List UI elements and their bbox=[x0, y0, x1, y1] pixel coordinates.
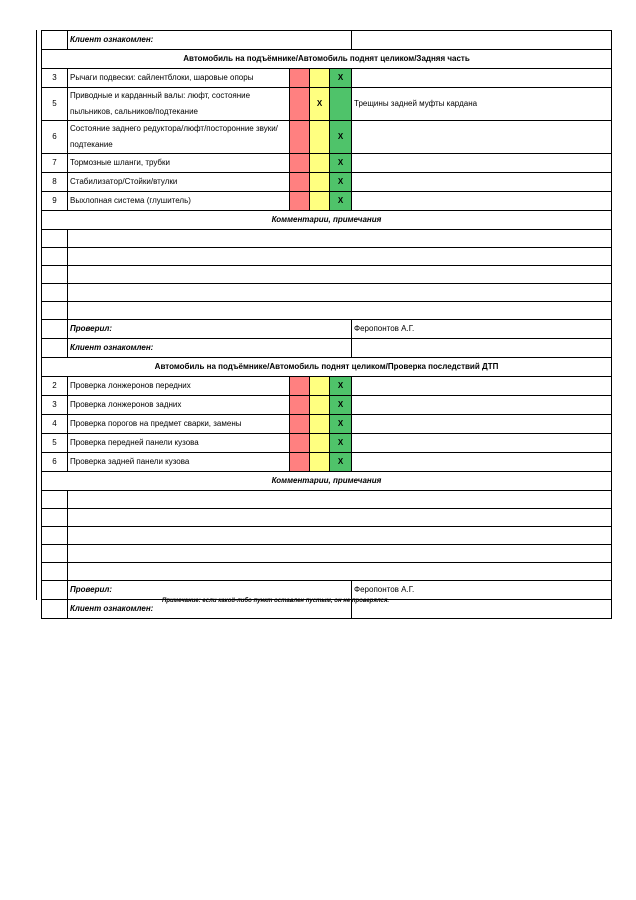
status-yellow-cell[interactable]: X bbox=[310, 88, 330, 121]
item-number: 2 bbox=[42, 377, 68, 396]
item-note bbox=[352, 377, 612, 396]
comment-field[interactable] bbox=[68, 302, 612, 320]
status-red-cell[interactable] bbox=[290, 434, 310, 453]
status-yellow-cell[interactable] bbox=[310, 69, 330, 88]
comment-row bbox=[42, 509, 612, 527]
checklist-row bbox=[42, 396, 612, 415]
status-red-cell[interactable] bbox=[290, 377, 310, 396]
comment-num-cell bbox=[42, 509, 68, 527]
comment-field[interactable] bbox=[68, 545, 612, 563]
comment-row bbox=[42, 266, 612, 284]
checked-by-row bbox=[42, 320, 612, 339]
comment-field[interactable] bbox=[68, 284, 612, 302]
status-red-cell[interactable] bbox=[290, 88, 310, 121]
comment-field[interactable] bbox=[68, 527, 612, 545]
item-number: 4 bbox=[42, 415, 68, 434]
status-green-cell[interactable]: X bbox=[330, 396, 352, 415]
comments-title: Комментарии, примечания bbox=[42, 472, 612, 491]
item-note bbox=[352, 453, 612, 472]
comment-row bbox=[42, 284, 612, 302]
comment-row bbox=[42, 491, 612, 509]
checked-by-value: Феропонтов А.Г. bbox=[352, 320, 612, 339]
comment-num-cell bbox=[42, 266, 68, 284]
item-note bbox=[352, 154, 612, 173]
item-number: 8 bbox=[42, 173, 68, 192]
status-green-cell[interactable]: X bbox=[330, 173, 352, 192]
item-number: 7 bbox=[42, 154, 68, 173]
comment-field[interactable] bbox=[68, 248, 612, 266]
item-name: Состояние заднего редуктора/люфт/посторонние звуки/подтекание bbox=[68, 121, 290, 154]
top-client-row bbox=[42, 31, 612, 50]
footnote: Примечание: если какой-либо пункт оставлен пустым, он не проверялся. bbox=[162, 598, 390, 604]
row-num-cell bbox=[42, 339, 68, 358]
item-note bbox=[352, 434, 612, 453]
status-green-cell[interactable]: X bbox=[330, 154, 352, 173]
checked-by-label: Проверил: bbox=[68, 581, 352, 600]
comment-row bbox=[42, 230, 612, 248]
status-yellow-cell[interactable] bbox=[310, 121, 330, 154]
checklist-row bbox=[42, 154, 612, 173]
client-label: Клиент ознакомлен: bbox=[68, 600, 352, 619]
item-name: Проверка передней панели кузова bbox=[68, 434, 290, 453]
client-label: Клиент ознакомлен: bbox=[68, 31, 352, 50]
checked-by-value: Феропонтов А.Г. bbox=[352, 581, 612, 600]
comment-field[interactable] bbox=[68, 230, 612, 248]
item-number: 5 bbox=[42, 88, 68, 121]
comments-title: Комментарии, примечания bbox=[42, 211, 612, 230]
client-signature-cell bbox=[352, 600, 612, 619]
item-number: 6 bbox=[42, 121, 68, 154]
item-name: Рычаги подвески: сайлентблоки, шаровые опоры bbox=[68, 69, 290, 88]
checklist-row bbox=[42, 415, 612, 434]
item-name: Тормозные шланги, трубки bbox=[68, 154, 290, 173]
comment-num-cell bbox=[42, 302, 68, 320]
item-name: Приводные и карданный валы: люфт, состояние пыльников, сальников/подтекание bbox=[68, 88, 290, 121]
status-green-cell[interactable]: X bbox=[330, 121, 352, 154]
status-yellow-cell[interactable] bbox=[310, 192, 330, 211]
item-name: Проверка задней панели кузова bbox=[68, 453, 290, 472]
comment-num-cell bbox=[42, 248, 68, 266]
status-red-cell[interactable] bbox=[290, 453, 310, 472]
comment-row bbox=[42, 248, 612, 266]
section-header-row bbox=[42, 358, 612, 377]
checklist-row bbox=[42, 453, 612, 472]
status-red-cell[interactable] bbox=[290, 69, 310, 88]
row-num-cell bbox=[42, 320, 68, 339]
checked-by-row bbox=[42, 581, 612, 600]
checklist-table bbox=[41, 30, 612, 619]
item-name: Проверка лонжеронов задних bbox=[68, 396, 290, 415]
comment-row bbox=[42, 545, 612, 563]
status-green-cell[interactable] bbox=[330, 88, 352, 121]
comment-row bbox=[42, 563, 612, 581]
section-title: Автомобиль на подъёмнике/Автомобиль поднят целиком/Проверка последствий ДТП bbox=[42, 358, 612, 377]
status-green-cell[interactable]: X bbox=[330, 415, 352, 434]
item-number: 6 bbox=[42, 453, 68, 472]
status-yellow-cell[interactable] bbox=[310, 396, 330, 415]
client-signature-cell bbox=[352, 339, 612, 358]
status-red-cell[interactable] bbox=[290, 121, 310, 154]
checklist-row bbox=[42, 377, 612, 396]
comment-field[interactable] bbox=[68, 509, 612, 527]
row-num-cell bbox=[42, 581, 68, 600]
checklist-row bbox=[42, 173, 612, 192]
status-red-cell[interactable] bbox=[290, 415, 310, 434]
client-row bbox=[42, 339, 612, 358]
comment-row bbox=[42, 302, 612, 320]
status-yellow-cell[interactable] bbox=[310, 415, 330, 434]
status-red-cell[interactable] bbox=[290, 192, 310, 211]
item-name: Выхлопная система (глушитель) bbox=[68, 192, 290, 211]
status-yellow-cell[interactable] bbox=[310, 434, 330, 453]
checklist-row bbox=[42, 69, 612, 88]
status-yellow-cell[interactable] bbox=[310, 173, 330, 192]
status-yellow-cell[interactable] bbox=[310, 154, 330, 173]
checklist-row bbox=[42, 88, 612, 121]
status-green-cell[interactable]: X bbox=[330, 453, 352, 472]
comments-header-row bbox=[42, 472, 612, 491]
comment-field[interactable] bbox=[68, 266, 612, 284]
comment-num-cell bbox=[42, 545, 68, 563]
comment-num-cell bbox=[42, 284, 68, 302]
item-number: 3 bbox=[42, 69, 68, 88]
item-note bbox=[352, 192, 612, 211]
item-note: Трещины задней муфты кардана bbox=[352, 88, 612, 121]
client-signature-cell bbox=[352, 31, 612, 50]
item-name: Стабилизатор/Стойки/втулки bbox=[68, 173, 290, 192]
comment-num-cell bbox=[42, 491, 68, 509]
item-note bbox=[352, 69, 612, 88]
status-red-cell[interactable] bbox=[290, 154, 310, 173]
comment-num-cell bbox=[42, 563, 68, 581]
item-name: Проверка порогов на предмет сварки, замены bbox=[68, 415, 290, 434]
item-name: Проверка лонжеронов передних bbox=[68, 377, 290, 396]
status-yellow-cell[interactable] bbox=[310, 377, 330, 396]
status-green-cell[interactable]: X bbox=[330, 434, 352, 453]
item-number: 5 bbox=[42, 434, 68, 453]
comment-num-cell bbox=[42, 230, 68, 248]
item-note bbox=[352, 415, 612, 434]
status-red-cell[interactable] bbox=[290, 396, 310, 415]
comment-field[interactable] bbox=[68, 491, 612, 509]
checklist-row bbox=[42, 121, 612, 154]
row-num-cell bbox=[42, 600, 68, 619]
status-green-cell[interactable]: X bbox=[330, 69, 352, 88]
checklist-row bbox=[42, 434, 612, 453]
item-number: 9 bbox=[42, 192, 68, 211]
section-header-row bbox=[42, 50, 612, 69]
client-label: Клиент ознакомлен: bbox=[68, 339, 352, 358]
row-num-cell bbox=[42, 31, 68, 50]
status-yellow-cell[interactable] bbox=[310, 453, 330, 472]
status-green-cell[interactable]: X bbox=[330, 377, 352, 396]
comments-header-row bbox=[42, 211, 612, 230]
checklist-row bbox=[42, 192, 612, 211]
status-green-cell[interactable]: X bbox=[330, 192, 352, 211]
item-note bbox=[352, 396, 612, 415]
comment-row bbox=[42, 527, 612, 545]
item-number: 3 bbox=[42, 396, 68, 415]
item-note bbox=[352, 121, 612, 154]
status-red-cell[interactable] bbox=[290, 173, 310, 192]
inspection-sheet bbox=[36, 30, 606, 619]
item-note bbox=[352, 173, 612, 192]
section-title: Автомобиль на подъёмнике/Автомобиль поднят целиком/Задняя часть bbox=[42, 50, 612, 69]
comment-num-cell bbox=[42, 527, 68, 545]
comment-field[interactable] bbox=[68, 563, 612, 581]
checked-by-label: Проверил: bbox=[68, 320, 352, 339]
